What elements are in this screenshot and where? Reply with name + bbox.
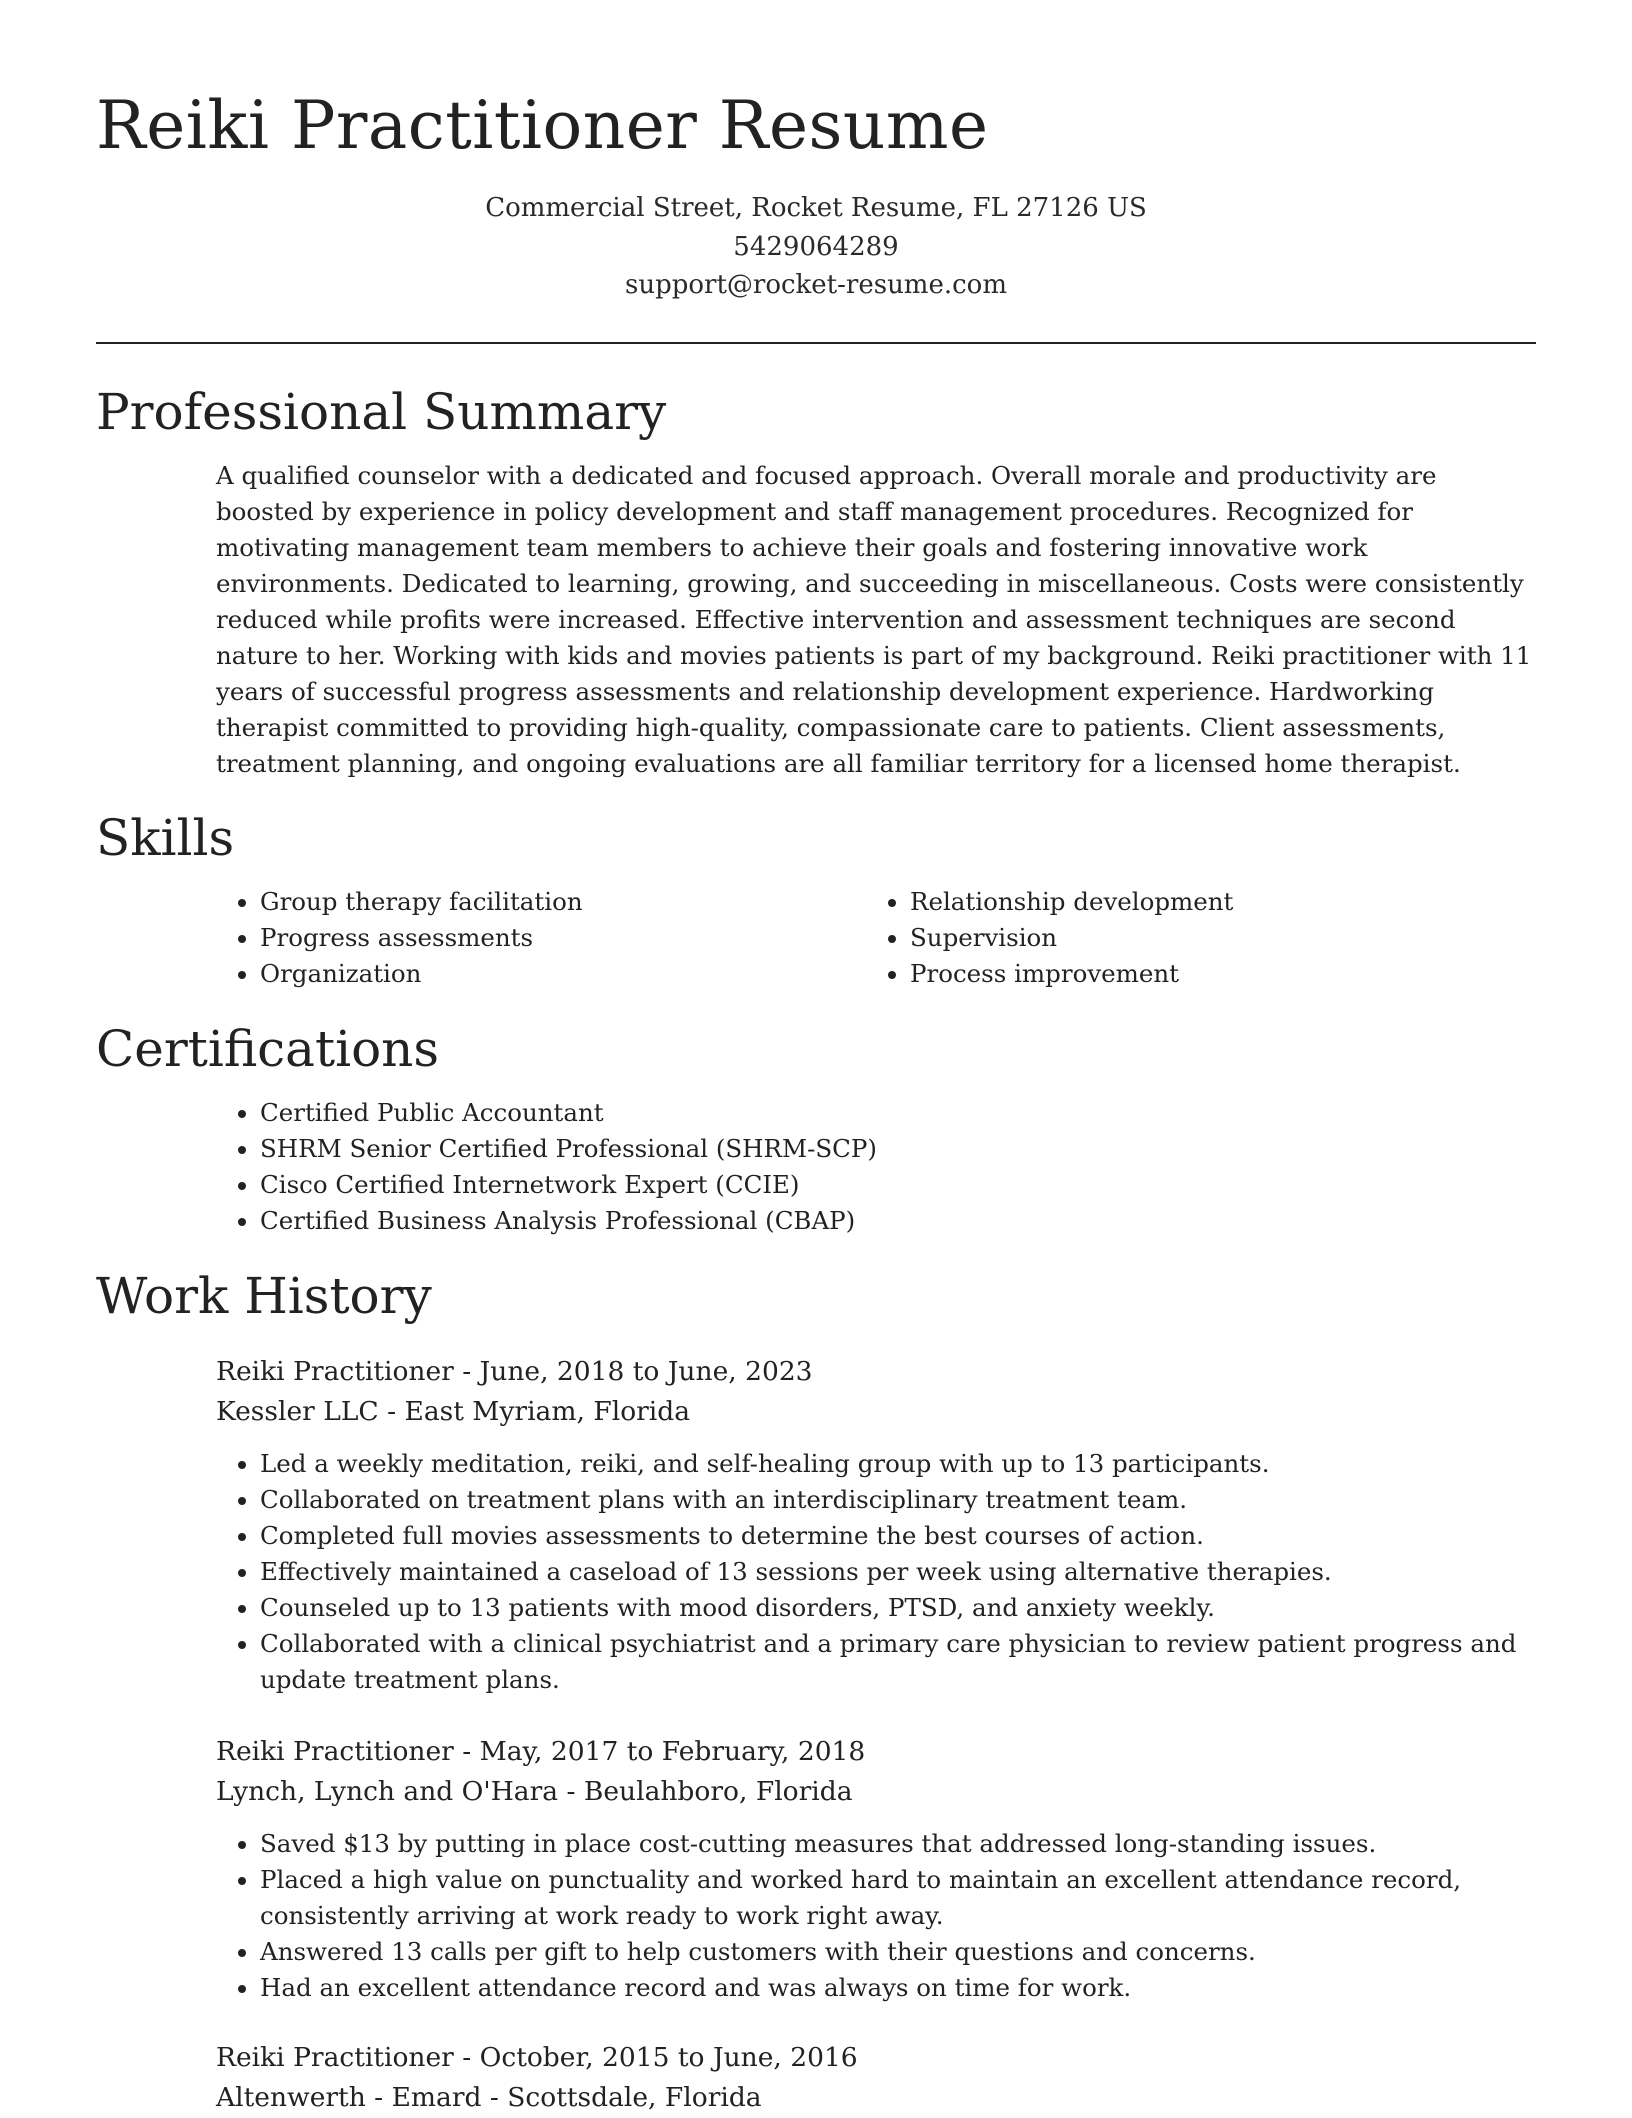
job-bullet: • Led a weekly meditation, reiki, and self-healing group with up to 13 participants. [260, 1446, 1536, 1482]
job-bullet: • Collaborated with a clinical psychiatrist and a primary care physician to review patient progress and update treatment plans. [260, 1626, 1536, 1698]
job-bullets [216, 1826, 1536, 2006]
job-company-line: Lynch, Lynch and O'Hara - Beulahboro, Florida [216, 1776, 853, 1807]
skills-heading: Skills [96, 809, 235, 867]
job-bullet: • Placed a high value on punctuality and worked hard to maintain an excellent attendance record, consistently arriving at work ready to work right away. [260, 1862, 1536, 1934]
job-title-line: Reiki Practitioner - October, 2015 to June, 2016 [216, 2042, 858, 2073]
certification-item: • Certified Public Accountant [260, 1095, 1536, 1131]
summary-text: A qualified counselor with a dedicated and focused approach. Overall morale and productivity are boosted by experience in policy development and staff management procedures. Recognized for motivating management team members to achieve their goals and fostering innovative work environments. Dedicated to learning, growing, and succeeding in miscellaneous. Costs were consistently reduced while profits were increased. Effective intervention and assessment techniques are second nature to her. Working with kids and movies patients is part of my background. Reiki practitioner with 11 years of successful progress assessments and relationship development experience. Hardworking therapist committed to providing high-quality, compassionate care to patients. Client assessments, treatment planning, and ongoing evaluations are all familiar territory for a licensed home therapist. [216, 461, 1532, 778]
skill-item: • Group therapy facilitation [260, 884, 820, 920]
job-title-line: Reiki Practitioner - May, 2017 to February, 2018 [216, 1736, 866, 1767]
skill-item: • Progress assessments [260, 920, 820, 956]
job-bullet: • Answered 13 calls per gift to help customers with their questions and concerns. [260, 1934, 1536, 1970]
job-bullet: • Completed full movies assessments to determine the best courses of action. [260, 1518, 1536, 1554]
resume-title: Reiki Practitioner Resume [96, 87, 989, 164]
contact-phone: 5429064289 [733, 232, 899, 262]
certification-item: • Cisco Certified Internetwork Expert (CCIE) [260, 1167, 1536, 1203]
job-bullets [216, 1446, 1536, 1698]
skills-list-right [866, 884, 1530, 992]
header-divider [96, 342, 1536, 344]
job-company-line: Altenwerth - Emard - Scottsdale, Florida [216, 2082, 762, 2113]
skill-item: • Supervision [910, 920, 1530, 956]
work-history-heading: Work History [96, 1267, 432, 1325]
summary-heading: Professional Summary [96, 383, 667, 441]
skill-item: • Organization [260, 956, 820, 992]
job-bullet: • Counseled up to 13 patients with mood disorders, PTSD, and anxiety weekly. [260, 1590, 1536, 1626]
certifications-list [216, 1095, 1536, 1239]
job-bullet: • Effectively maintained a caseload of 13 sessions per week using alternative therapies. [260, 1554, 1536, 1590]
certification-item: • SHRM Senior Certified Professional (SHRM-SCP) [260, 1131, 1536, 1167]
job-title-line: Reiki Practitioner - June, 2018 to June, 2023 [216, 1356, 813, 1387]
job-bullet: • Collaborated on treatment plans with an interdisciplinary treatment team. [260, 1482, 1536, 1518]
certifications-heading: Certifications [96, 1020, 440, 1078]
contact-address: Commercial Street, Rocket Resume, FL 27126 US [485, 193, 1147, 223]
skill-item: • Process improvement [910, 956, 1530, 992]
job-bullet: • Had an excellent attendance record and was always on time for work. [260, 1970, 1536, 2006]
skills-list-left [216, 884, 820, 992]
certification-item: • Certified Business Analysis Professional (CBAP) [260, 1203, 1536, 1239]
contact-email: support@rocket-resume.com [624, 270, 1007, 300]
skill-item: • Relationship development [910, 884, 1530, 920]
job-bullet: • Saved $13 by putting in place cost-cutting measures that addressed long-standing issues. [260, 1826, 1536, 1862]
job-company-line: Kessler LLC - East Myriam, Florida [216, 1396, 691, 1427]
